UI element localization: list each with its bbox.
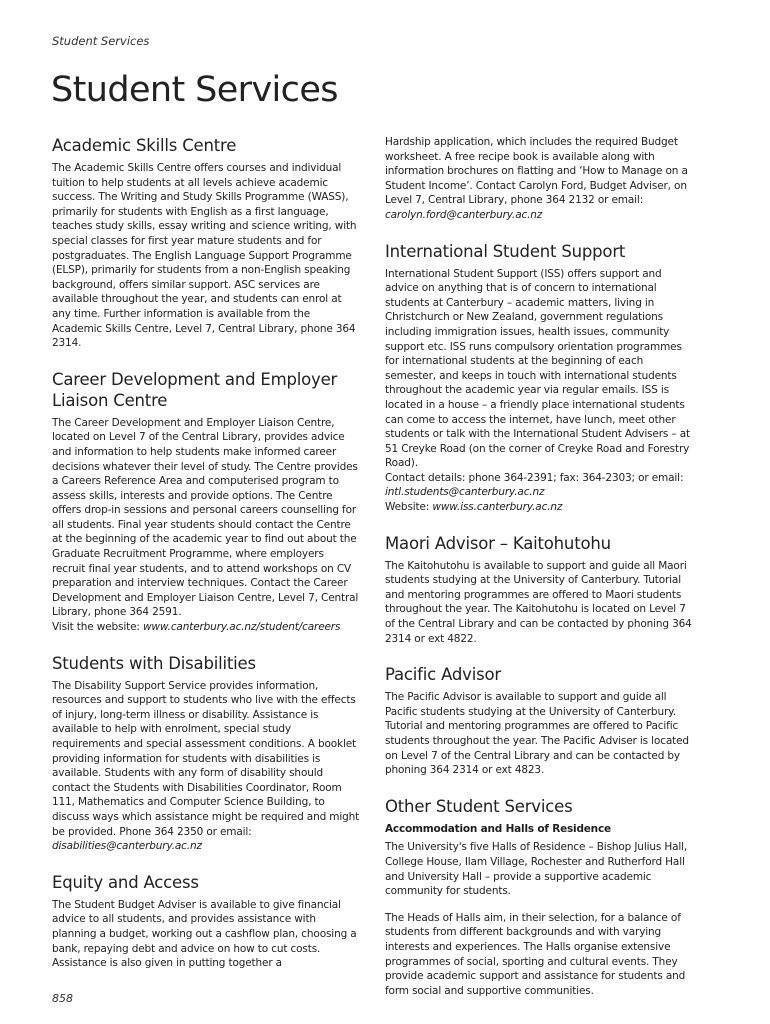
international-email-link[interactable]: intl.students@canterbury.ac.nz [385,486,545,499]
accommodation-subheading: Accommodation and Halls of Residence [385,822,611,835]
equity-continued [385,135,695,223]
international-section [385,241,695,515]
maori-section [385,533,695,647]
disabilities-email-link[interactable]: disabilities@canterbury.ac.nz [52,840,202,853]
right-column [385,135,695,998]
pacific-heading: Pacific Advisor [385,665,501,685]
accommodation-para-1: The University's five Halls of Residence – Bishop Julius Hall, College House, Ilam Village, Rochester and Rutherford Hall and University Hall – provide a supportive academic community for students. [385,841,688,898]
academic-skills-heading: Academic Skills Centre [52,136,237,155]
running-head: Student Services [52,34,150,48]
career-heading: Career Development and Employer Liaison Centre [52,369,338,410]
academic-skills-section [52,135,360,351]
pacific-section [385,664,695,778]
international-body: International Student Support (ISS) offers support and advice on anything that is of concern to international students at Canterbury – academic matters, living in Christchurch or New Zealand, government regulations including immigration issues, health issues, community support etc. ISS runs compulsory orientation programmes for international students at the beginning of each semester, and keeps in touch with international students throughout the academic year via regular emails. ISS is located in a house – a friendly place international students can come to access the internet, have lunch, meet other students or talk with the International Student Advisers – at 51 Creyke Road (on the corner of Creyke Road and Forestry Road). [385,267,690,470]
page-number: 858 [52,992,73,1005]
career-website-prefix: Visit the website: [52,621,143,634]
career-body: The Career Development and Employer Liaison Centre, located on Level 7 of the Central Library, provides advice and information to help students make informed career decisions whatever their level of study. The Centre provides a Careers Reference Area and computerised program to assess skills, interests and provide options. The Centre offers drop-in sessions and personal careers counselling for all students. Final year students should contact the Centre at the beginning of the academic year to find out about the Graduate Recruitment Programme, where employers recruit final year students, and to attend workshops on CV preparation and interview techniques. Contact the Career Development and Employer Liaison Centre, Level 7, Central Library, phone 364 2591. [52,416,359,619]
left-column [52,135,360,971]
other-services-heading: Other Student Services [385,796,573,816]
equity-continued-text: Hardship application, which includes the required Budget worksheet. A free recipe book is available along with information brochures on flatting and ‘How to Manage on a Student Income’. Contact Carolyn Ford, Budget Adviser, on Level 7, Central Library, phone 364 2132 or email: [385,136,688,207]
international-contact: Contact details: phone 364-2391; fax: 364-2303; or email: [385,471,684,484]
page-title: Student Services [51,70,338,110]
equity-email-link[interactable]: carolyn.ford@canterbury.ac.nz [385,208,543,221]
disabilities-text: The Disability Support Service provides information, resources and support to students who live with the effects of injury, long-term illness or disability. Assistance is available to help with enrolment, special study requirements and special assessment conditions. A booklet providing information for students with disabilities is available. Students with any form of disability should contact the Students with Disabilities Coordinator, Room 111, Mathematics and Computer Science Building, to discuss ways which assistance might be required and might be provided. Phone 364 2350 or email: [52,679,360,838]
disabilities-section [52,653,360,854]
international-website-line [385,500,695,515]
other-services-section [385,796,695,999]
career-website-line [52,620,360,635]
equity-heading: Equity and Access [52,872,199,892]
international-website-prefix: Website: [385,501,433,514]
international-website-link[interactable]: www.iss.canterbury.ac.nz [432,501,563,514]
maori-heading: Maori Advisor – Kaitohutohu [385,533,611,553]
international-email-line [385,485,695,500]
maori-body: The Kaitohutohu is available to support and guide all Maori students studying at the University of Canterbury. Tutorial and mentoring programmes are offered to Maori students throughout the year. The Kaitohutohu is located on Level 7 of the Central Library and can be contacted by phoning 364 2314 or ext 4822. [385,559,692,645]
career-website-link[interactable]: www.canterbury.ac.nz/student/careers [142,621,341,634]
disabilities-heading: Students with Disabilities [52,653,256,673]
equity-section [52,872,360,971]
academic-skills-body: The Academic Skills Centre offers courses and individual tuition to help students at all levels achieve academic success. The Writing and Study Skills Programme (WASS), primarily for students with English as a first language, teaches study skills, essay writing and science writing, with special classes for first year mature students and for postgraduates. The English Language Support Programme (ELSP), primarily for students from a non-English speaking background, offers similar support. ASC services are available throughout the year, and students can enrol at any time. Further information is available from the Academic Skills Centre, Level 7, Central Library, phone 364 2314. [52,162,357,350]
equity-body: The Student Budget Adviser is available to give financial advice to all students, and provides assistance with planning a budget, working out a cashflow plan, choosing a bank, repaying debt and advice on how to cut costs. Assistance is also given in putting together a [52,898,357,970]
accommodation-para-2: The Heads of Halls aim, in their selection, for a balance of students from different backgrounds and with varying interests and experiences. The Halls organise extensive programmes of social, sporting and cultural events. They provide academic support and assistance for students and form social and supportive communities. [385,911,686,997]
disabilities-body [52,679,360,854]
pacific-body: The Pacific Advisor is available to support and guide all Pacific students studying at the University of Canterbury. Tutorial and mentoring programmes are offered to Pacific students throughout the year. The Pacific Adviser is located on Level 7 of the Central Library and can be contacted by phoning 364 2314 or ext 4823. [385,691,689,777]
international-heading: International Student Support [385,241,626,261]
career-section [52,369,360,635]
